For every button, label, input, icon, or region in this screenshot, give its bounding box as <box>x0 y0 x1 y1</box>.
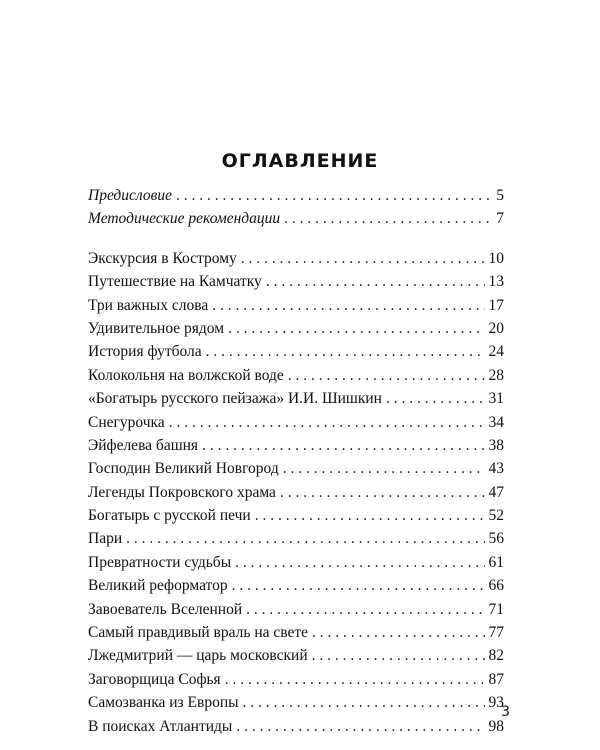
dot-leader <box>246 598 484 621</box>
toc-entry-page: 56 <box>488 530 504 548</box>
chapters-section <box>88 247 504 738</box>
toc-entry <box>88 364 504 387</box>
dot-leader <box>312 621 484 644</box>
dot-leader <box>225 668 485 691</box>
toc-entry <box>88 598 504 621</box>
toc-entry <box>88 644 504 667</box>
dot-leader <box>284 207 492 230</box>
toc-entry-title: Превратности судьбы <box>88 553 232 571</box>
toc-entry <box>88 184 504 207</box>
toc-entry-title: Заговорщица Софья <box>88 670 221 688</box>
toc-entry-page: 66 <box>488 577 504 595</box>
dot-leader <box>202 434 484 457</box>
toc-entry <box>88 457 504 480</box>
toc-entry <box>88 387 504 410</box>
toc-entry-page: 13 <box>488 273 504 291</box>
toc-entry-title: Самый правдивый враль на свете <box>88 624 309 642</box>
toc-entry-title: В поисках Атлантиды <box>88 717 233 735</box>
toc-entry-title: Колокольня на волжской воде <box>88 366 284 384</box>
toc-entry-page: 98 <box>488 717 504 735</box>
dot-leader <box>169 411 485 434</box>
toc-entry-page: 5 <box>496 187 504 204</box>
toc-entry <box>88 551 504 574</box>
toc-entry <box>88 481 504 504</box>
toc-entry-title: Три важных слова <box>88 296 209 314</box>
toc-entry-title: Легенды Покровского храма <box>88 483 276 501</box>
toc-entry <box>88 668 504 691</box>
dot-leader <box>228 317 484 340</box>
toc-entry-page: 20 <box>488 319 504 337</box>
dot-leader <box>266 270 485 293</box>
dot-leader <box>236 715 484 738</box>
toc-entry-page: 61 <box>488 553 504 571</box>
toc-entry <box>88 317 504 340</box>
dot-leader <box>288 364 485 387</box>
dot-leader <box>386 387 485 410</box>
dot-leader <box>241 247 485 270</box>
toc-entry <box>88 434 504 457</box>
page-title: ОГЛАВЛЕНИЕ <box>221 150 379 172</box>
dot-leader <box>232 574 485 597</box>
toc-entry-page: 43 <box>488 460 504 478</box>
toc-entry-page: 7 <box>496 210 504 228</box>
toc-entry-page: 47 <box>488 483 504 501</box>
toc-entry-title: «Богатырь русского пейзажа» И.И. Шишкин <box>88 390 382 408</box>
toc-entry-page: 71 <box>488 600 504 618</box>
dot-leader <box>176 184 492 207</box>
dot-leader <box>255 504 485 527</box>
toc-entry-title: Пари <box>88 530 123 548</box>
toc-entry-page: 31 <box>488 390 504 408</box>
dot-leader <box>312 644 485 667</box>
toc-entry-title: Эйфелева башня <box>88 436 199 454</box>
toc-entry-page: 52 <box>488 507 504 525</box>
dot-leader <box>235 551 484 574</box>
toc-entry <box>88 691 504 714</box>
toc-entry-page: 87 <box>488 670 504 688</box>
toc-entry-title: Завоеватель Вселенной <box>88 600 243 618</box>
toc-entry <box>88 504 504 527</box>
toc-entry-title: Богатырь с русской печи <box>88 507 251 525</box>
toc-entry <box>88 270 504 293</box>
toc-entry-page: 38 <box>488 436 504 454</box>
dot-leader <box>243 691 485 714</box>
toc-entry-page: 10 <box>488 249 504 267</box>
toc-entry-title: Экскурсия в Кострому <box>88 249 237 267</box>
toc-entry <box>88 715 504 738</box>
toc-entry-page: 93 <box>488 694 504 712</box>
toc-entry-title: Снегурочка <box>88 413 165 431</box>
dot-leader <box>206 340 485 363</box>
toc-entry-title: Путешествие на Камчатку <box>88 273 262 291</box>
toc-entry <box>88 411 504 434</box>
page-number: 3 <box>501 704 510 720</box>
toc-entry-page: 24 <box>488 343 504 361</box>
toc-entry <box>88 247 504 270</box>
toc-entry <box>88 340 504 363</box>
toc-entry-page: 17 <box>488 296 504 314</box>
dot-leader <box>280 481 485 504</box>
toc-entry-page: 82 <box>488 647 504 665</box>
toc-entry <box>88 294 504 317</box>
toc-entry-title: Предисловие <box>88 187 172 204</box>
toc-entry-page: 28 <box>488 366 504 384</box>
toc-entry-title: Самозванка из Европы <box>88 694 239 712</box>
dot-leader <box>283 457 485 480</box>
toc-entry-title: Удивительное рядом <box>88 319 225 337</box>
toc-entry-title: Господин Великий Новгород <box>88 460 279 478</box>
dot-leader <box>212 294 484 317</box>
toc-entry <box>88 574 504 597</box>
toc-entry-page: 34 <box>488 413 504 431</box>
toc-entry-page: 77 <box>488 624 504 642</box>
toc-entry-title: История футбола <box>88 343 202 361</box>
toc-entry <box>88 207 504 230</box>
preface-section <box>88 184 504 231</box>
toc-entry-title: Методические рекомендации <box>88 210 281 228</box>
table-of-contents <box>88 184 504 738</box>
toc-entry <box>88 621 504 644</box>
toc-entry <box>88 527 504 550</box>
toc-entry-title: Лжедмитрий — царь московский <box>88 647 308 665</box>
dot-leader <box>126 527 484 550</box>
toc-entry-title: Великий реформатор <box>88 577 228 595</box>
